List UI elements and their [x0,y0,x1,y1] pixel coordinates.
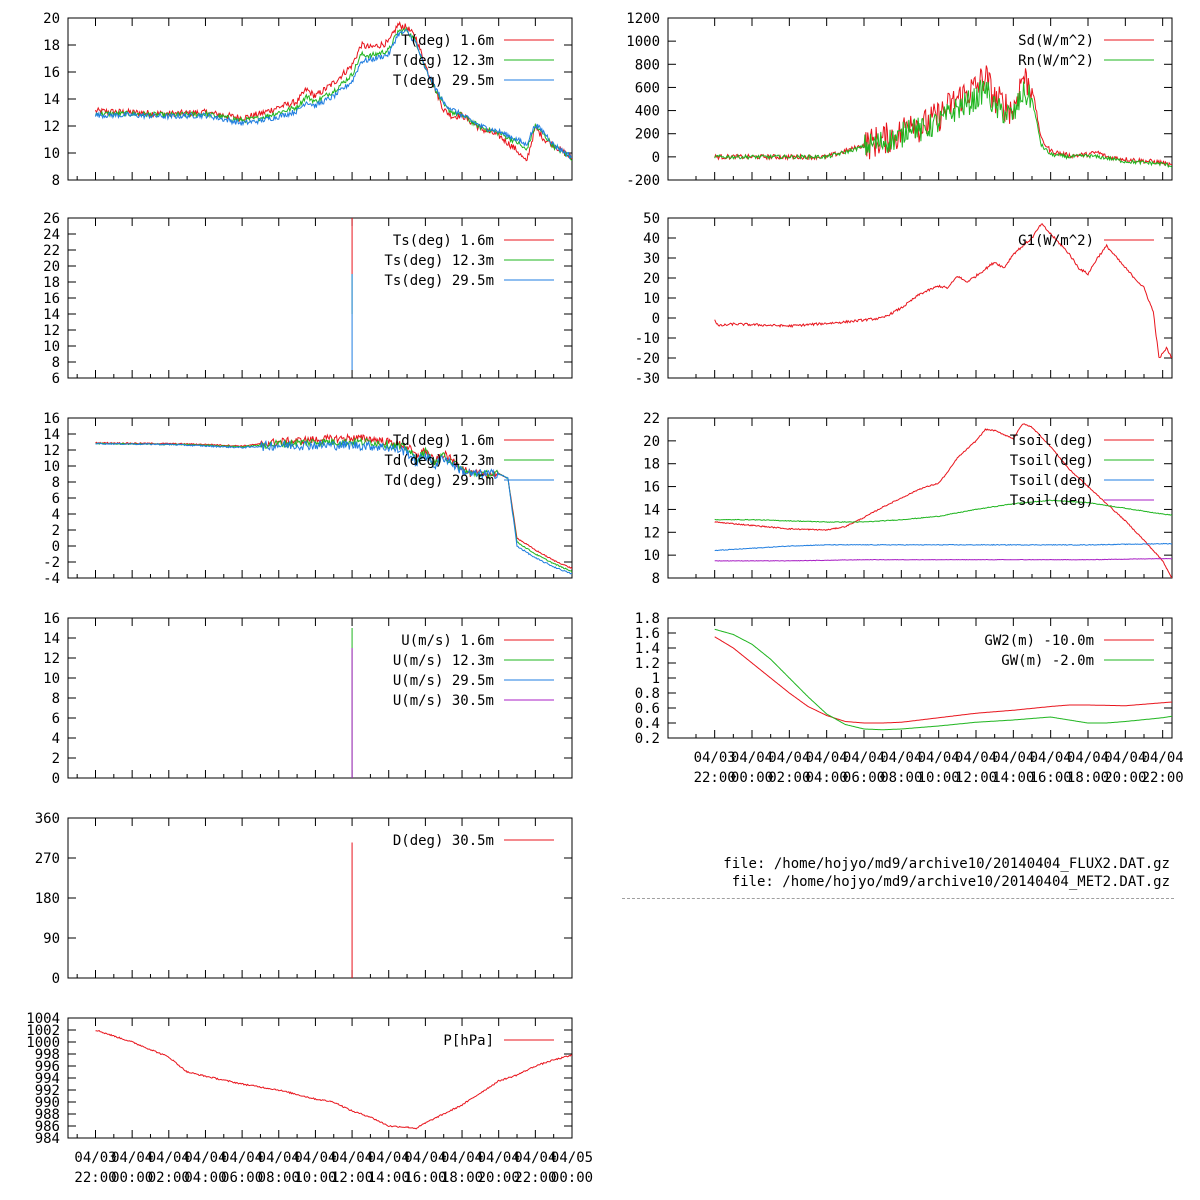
y-tick-label: -20 [634,351,660,367]
x-tick-time: 16:00 [404,1170,447,1186]
y-tick-label: 200 [634,126,660,143]
y-tick-label: 14 [43,92,60,108]
x-tick-time: 10:00 [917,770,960,786]
y-tick-label: 10 [43,459,60,475]
y-tick-label: 24 [43,227,60,243]
y-tick-label: 1002 [26,1023,60,1039]
y-tick-label: 14 [643,502,660,519]
x-tick-date: 04/04 [221,1150,264,1166]
panel-radiation [626,11,1172,189]
plot-frame [668,218,1172,378]
y-tick-label: 984 [34,1131,60,1147]
y-tick-label: 22 [43,243,60,259]
y-tick-label: 1.6 [634,626,660,642]
y-tick-label: 8 [651,571,660,587]
x-tick-time: 00:00 [730,770,774,786]
y-tick-label: 0.2 [634,731,660,747]
y-tick-label: 8 [51,475,60,491]
y-tick-label: 996 [34,1059,60,1075]
x-tick-time: 20:00 [477,1170,520,1186]
y-tick-label: 1000 [26,1035,60,1051]
x-tick-date: 04/04 [257,1150,300,1166]
plot-frame [668,418,1172,578]
x-tick-time: 18:00 [1066,770,1110,786]
legend-label: P[hPa] [443,1033,494,1049]
y-tick-label: 0.6 [634,701,660,717]
y-tick-label: 12 [43,443,60,459]
y-tick-label: 986 [34,1119,60,1135]
x-tick-date: 04/04 [184,1150,227,1166]
y-tick-label: 14 [43,427,60,443]
series-line-water-level-0 [715,637,1172,723]
x-tick-date: 04/03 [693,750,736,766]
y-tick-label: 10 [643,548,660,565]
y-tick-label: 4 [51,731,60,747]
y-tick-label: 18 [643,456,660,473]
y-tick-label: 16 [643,479,660,496]
y-tick-label: 0.4 [634,716,660,732]
y-tick-label: 20 [643,433,660,450]
y-tick-label: 1200 [626,11,660,27]
y-tick-label: 10 [43,671,60,687]
y-tick-label: -4 [43,571,60,587]
y-tick-label: 994 [34,1071,60,1087]
series-line-air-temp-1 [96,28,573,161]
legend-label: Ts(deg) 12.3m [384,253,494,269]
x-tick-time: 22:00 [74,1170,117,1186]
y-tick-label: 2 [51,751,60,767]
legend-label: T(deg) 29.5m [392,73,494,89]
y-tick-label: 0 [51,771,60,787]
y-tick-label: 20 [643,271,660,287]
y-tick-label: 8 [51,173,60,189]
x-tick-date: 04/03 [74,1150,117,1166]
legend-label: D(deg) 30.5m [392,833,494,849]
x-tick-time: 12:00 [330,1170,374,1186]
panel-pressure [26,1011,593,1186]
y-tick-label: 600 [634,80,660,97]
x-tick-date: 04/04 [954,750,998,766]
y-tick-label: 12 [43,119,60,135]
plot-frame [68,218,572,378]
legend-label: U(m/s) 1.6m [401,633,494,649]
y-tick-label: 50 [643,211,660,227]
y-tick-label: -10 [634,331,660,347]
y-tick-label: 990 [34,1095,60,1111]
legend-label: Rn(W/m^2) [1018,53,1094,69]
panel-surface-temp [43,211,572,387]
y-tick-label: 10 [43,339,60,355]
legend-label: Ts(deg) 29.5m [384,273,494,289]
y-tick-label: 0 [651,311,660,327]
legend-label: T(deg) 1.6m [401,33,494,49]
x-tick-date: 04/04 [147,1150,190,1166]
legend-label: Tsoil(deg) [1009,433,1094,449]
y-tick-label: 16 [43,65,60,81]
series-line-pressure-0 [96,1031,573,1129]
legend-label: Td(deg) 12.3m [384,453,494,469]
x-tick-date: 04/04 [440,1150,484,1166]
x-tick-time: 00:00 [111,1170,154,1186]
y-tick-label: 20 [43,11,60,27]
x-tick-time: 02:00 [147,1170,190,1186]
x-tick-time: 18:00 [440,1170,484,1186]
y-tick-label: 6 [51,491,60,507]
x-tick-date: 04/04 [1141,750,1184,766]
y-tick-label: 998 [34,1047,60,1063]
x-tick-date: 04/04 [330,1150,374,1166]
series-line-soil-temp-3 [715,559,1172,562]
plot-frame [68,1018,572,1138]
panel-wind-speed [43,611,572,787]
file-info-flux: file: /home/hojyo/md9/archive10/20140404_FLUX2.DAT.gz [723,856,1170,872]
y-tick-label: 16 [43,411,60,427]
plot-frame [68,818,572,978]
legend-label: Tsoil(deg) [1009,493,1094,509]
y-tick-label: 180 [34,891,60,907]
y-tick-label: 988 [34,1107,60,1123]
x-tick-date: 04/04 [111,1150,154,1166]
y-tick-label: 360 [34,811,60,827]
panel-soil-temp [643,411,1172,587]
y-tick-label: 20 [43,259,60,275]
x-tick-time: 04:00 [184,1170,227,1186]
x-tick-date: 04/04 [805,750,848,766]
x-tick-time: 12:00 [954,770,998,786]
x-tick-time: 08:00 [257,1170,300,1186]
legend-label: Tsoil(deg) [1009,473,1094,489]
y-tick-label: 10 [643,291,660,307]
legend-label: Tsoil(deg) [1009,453,1094,469]
legend-label: T(deg) 12.3m [392,53,494,69]
x-tick-time: 06:00 [842,770,886,786]
y-tick-label: 992 [34,1083,60,1099]
y-tick-label: 1.8 [634,611,660,627]
y-tick-label: 40 [643,231,660,247]
series-line-water-level-1 [715,629,1172,730]
y-tick-label: 12 [643,525,660,542]
legend-label: GW(m) -2.0m [1001,653,1094,669]
panel-water-level [635,611,1184,786]
x-tick-time: 10:00 [294,1170,337,1186]
y-tick-label: 0 [651,149,660,166]
x-tick-time: 22:00 [693,770,736,786]
plot-frame [68,618,572,778]
x-tick-time: 16:00 [1029,770,1072,786]
y-tick-label: 4 [51,507,60,523]
y-tick-label: 22 [643,411,660,427]
x-tick-date: 04/04 [1029,750,1072,766]
panel-air-temp [43,11,572,189]
panel-wind-direction [35,811,572,987]
x-tick-time: 22:00 [1141,770,1184,786]
y-tick-label: 8 [51,355,60,371]
y-tick-label: 0 [51,539,60,555]
y-tick-label: -30 [634,371,660,387]
series-line-dew-point-1 [96,438,573,572]
x-tick-date: 04/04 [477,1150,520,1166]
series-line-dew-point-0 [96,435,573,569]
y-tick-label: 18 [43,38,60,54]
y-tick-label: 2 [51,523,60,539]
y-tick-label: 8 [51,691,60,707]
y-tick-label: 1 [651,671,660,687]
y-tick-label: 14 [43,631,60,647]
legend-label: GW2(m) -10.0m [984,633,1094,649]
y-tick-label: 10 [43,146,60,162]
x-tick-date: 04/05 [550,1150,594,1166]
series-line-air-temp-2 [96,30,573,158]
x-tick-date: 04/04 [404,1150,447,1166]
y-tick-label: 12 [43,651,60,667]
y-tick-label: 800 [634,57,660,74]
y-tick-label: 6 [51,711,60,727]
series-line-soil-temp-1 [715,500,1172,522]
y-tick-label: 0.8 [634,686,660,702]
legend-label: Td(deg) 1.6m [392,433,494,449]
panel-ground-heat [635,211,1176,387]
x-tick-date: 04/04 [917,750,960,766]
y-tick-label: 1.2 [634,656,660,672]
x-tick-time: 06:00 [221,1170,264,1186]
y-tick-label: 16 [43,291,60,307]
x-tick-date: 04/04 [880,750,923,766]
x-tick-date: 04/04 [842,750,886,766]
legend-label: U(m/s) 29.5m [392,673,494,689]
y-tick-label: 18 [43,275,60,291]
y-tick-label: 0 [51,971,60,987]
y-tick-label: 12 [43,323,60,339]
legend-label: U(m/s) 30.5m [392,693,494,709]
x-tick-time: 20:00 [1104,770,1147,786]
y-tick-label: -2 [43,555,60,571]
x-tick-date: 04/04 [294,1150,337,1166]
legend-label: Td(deg) 29.5m [384,473,494,489]
series-line-ground-heat-0 [715,224,1176,358]
x-tick-date: 04/04 [1066,750,1110,766]
y-tick-label: 400 [634,103,660,120]
x-tick-date: 04/04 [1104,750,1147,766]
y-tick-label: 6 [51,371,60,387]
x-tick-time: 14:00 [992,770,1035,786]
x-tick-time: 02:00 [768,770,811,786]
y-tick-label: 270 [34,851,60,867]
y-tick-label: 90 [43,931,60,947]
x-tick-date: 04/04 [768,750,811,766]
series-line-dew-point-2 [96,441,573,574]
legend-label: Ts(deg) 1.6m [392,233,494,249]
legend-label: Sd(W/m^2) [1018,33,1094,49]
series-line-soil-temp-2 [715,543,1172,550]
panel-dew-point [43,411,572,587]
x-tick-time: 22:00 [514,1170,557,1186]
x-tick-time: 04:00 [805,770,848,786]
y-tick-label: 1004 [26,1011,60,1027]
y-tick-label: 16 [43,611,60,627]
legend-label: G1(W/m^2) [1018,233,1094,249]
x-tick-time: 14:00 [367,1170,410,1186]
x-tick-time: 00:00 [550,1170,594,1186]
x-tick-date: 04/04 [992,750,1035,766]
file-info-met: file: /home/hojyo/md9/archive10/20140404_MET2.DAT.gz [731,874,1170,890]
y-tick-label: 30 [643,251,660,267]
legend-label: U(m/s) 12.3m [392,653,494,669]
x-tick-date: 04/04 [514,1150,557,1166]
series-line-soil-temp-0 [715,424,1172,578]
y-tick-label: 26 [43,211,60,227]
y-tick-label: 14 [43,307,60,323]
y-tick-label: -200 [626,173,660,189]
y-tick-label: 1.4 [634,641,660,657]
x-tick-date: 04/04 [730,750,774,766]
plot-frame [668,18,1172,180]
x-tick-time: 08:00 [880,770,923,786]
y-tick-label: 1000 [626,34,660,51]
x-tick-date: 04/04 [367,1150,410,1166]
